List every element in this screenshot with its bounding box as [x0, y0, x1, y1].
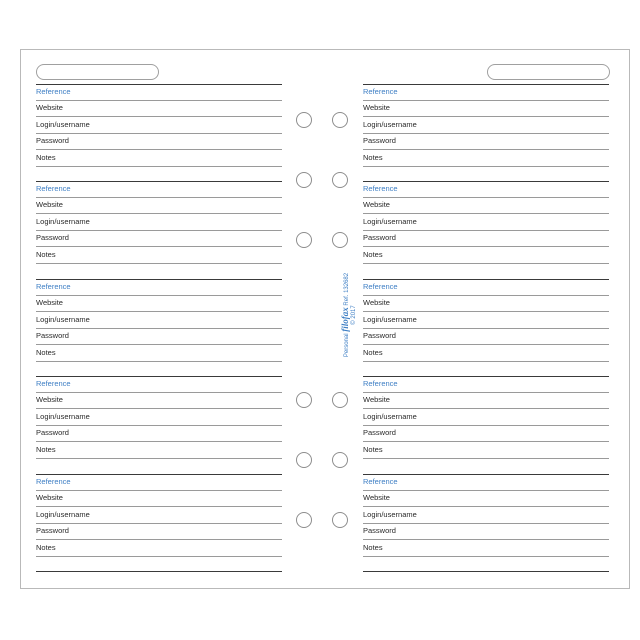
notes-write-line: [363, 361, 609, 362]
binder-hole: [296, 452, 312, 468]
notes-write-line: [36, 556, 282, 557]
website-write-line: [363, 506, 609, 507]
website-label: Website: [36, 298, 63, 308]
password-write-line: [36, 344, 282, 345]
login-username-write-line: [36, 328, 282, 329]
reference-label: Reference: [36, 87, 71, 96]
notes-label: Notes: [36, 444, 56, 454]
password-label: Password: [36, 331, 69, 341]
binder-hole: [296, 172, 312, 188]
reference-write-line: [36, 295, 282, 296]
entry-top-rule: [363, 181, 609, 182]
notes-label: Notes: [36, 152, 56, 162]
login-username-write-line: [36, 133, 282, 134]
login-username-write-line: [363, 425, 609, 426]
entry-top-rule: [36, 84, 282, 85]
notes-label: Notes: [363, 444, 383, 454]
login-username-label: Login/username: [36, 314, 90, 324]
login-username-write-line: [36, 523, 282, 524]
website-label: Website: [363, 200, 390, 210]
reference-write-line: [36, 100, 282, 101]
binder-hole: [296, 232, 312, 248]
reference-label: Reference: [36, 379, 71, 388]
website-label: Website: [36, 493, 63, 503]
entry-top-rule: [363, 376, 609, 377]
reference-write-line: [36, 392, 282, 393]
binder-hole: [332, 392, 348, 408]
copyright: © 2017: [351, 305, 357, 325]
notes-write-line: [36, 166, 282, 167]
page-bottom-rule: [363, 571, 609, 572]
login-username-label: Login/username: [363, 509, 417, 519]
entry-top-rule: [36, 376, 282, 377]
reference-write-line: [36, 197, 282, 198]
size-label: Personal: [344, 333, 350, 358]
reference-label: Reference: [363, 282, 398, 291]
website-write-line: [363, 311, 609, 312]
password-write-line: [36, 149, 282, 150]
entry-top-rule: [36, 474, 282, 475]
binder-hole: [332, 172, 348, 188]
login-username-label: Login/username: [363, 216, 417, 226]
notes-write-line: [36, 361, 282, 362]
binder-hole: [332, 452, 348, 468]
login-username-label: Login/username: [36, 509, 90, 519]
password-label: Password: [363, 233, 396, 243]
login-username-write-line: [363, 328, 609, 329]
entry-top-rule: [363, 474, 609, 475]
binder-hole: [296, 112, 312, 128]
login-username-label: Login/username: [363, 314, 417, 324]
reference-label: Reference: [363, 87, 398, 96]
password-write-line: [36, 441, 282, 442]
login-username-write-line: [36, 230, 282, 231]
notes-write-line: [36, 458, 282, 459]
login-username-write-line: [363, 230, 609, 231]
password-label: Password: [36, 526, 69, 536]
entry-top-rule: [363, 84, 609, 85]
website-write-line: [363, 213, 609, 214]
notes-label: Notes: [363, 249, 383, 259]
notes-write-line: [363, 263, 609, 264]
password-write-line: [363, 344, 609, 345]
password-write-line: [36, 246, 282, 247]
website-write-line: [36, 116, 282, 117]
website-write-line: [36, 506, 282, 507]
reference-label: Reference: [36, 477, 71, 486]
notes-write-line: [363, 166, 609, 167]
reference-write-line: [363, 100, 609, 101]
login-username-write-line: [363, 133, 609, 134]
reference-label: Reference: [363, 477, 398, 486]
binder-hole: [296, 392, 312, 408]
notes-label: Notes: [36, 347, 56, 357]
login-username-write-line: [36, 425, 282, 426]
notes-write-line: [36, 263, 282, 264]
password-write-line: [363, 149, 609, 150]
website-label: Website: [36, 200, 63, 210]
website-label: Website: [363, 298, 390, 308]
reference-write-line: [363, 392, 609, 393]
entry-top-rule: [36, 181, 282, 182]
website-write-line: [36, 408, 282, 409]
reference-label: Reference: [363, 379, 398, 388]
binder-hole: [332, 512, 348, 528]
password-label: Password: [363, 526, 396, 536]
reference-write-line: [363, 197, 609, 198]
website-write-line: [363, 408, 609, 409]
notes-label: Notes: [363, 152, 383, 162]
organizer-page: [20, 49, 630, 589]
website-label: Website: [363, 103, 390, 113]
website-write-line: [36, 213, 282, 214]
brand-imprint: [342, 273, 358, 357]
binder-hole: [296, 512, 312, 528]
password-write-line: [36, 539, 282, 540]
password-label: Password: [363, 428, 396, 438]
login-username-label: Login/username: [363, 119, 417, 129]
entry-top-rule: [363, 279, 609, 280]
index-tab-left: [36, 64, 159, 80]
notes-write-line: [363, 458, 609, 459]
notes-label: Notes: [36, 249, 56, 259]
password-label: Password: [363, 136, 396, 146]
notes-label: Notes: [363, 347, 383, 357]
login-username-label: Login/username: [363, 411, 417, 421]
brand-logo: filofax: [340, 307, 350, 332]
login-username-write-line: [363, 523, 609, 524]
website-write-line: [36, 311, 282, 312]
website-label: Website: [363, 395, 390, 405]
password-write-line: [363, 539, 609, 540]
password-label: Password: [36, 428, 69, 438]
website-label: Website: [363, 493, 390, 503]
binder-hole: [332, 232, 348, 248]
login-username-label: Login/username: [36, 216, 90, 226]
reference-write-line: [363, 490, 609, 491]
reference-label: Reference: [363, 184, 398, 193]
ref-number: Ref. 132682: [344, 272, 350, 306]
notes-write-line: [363, 556, 609, 557]
entry-top-rule: [36, 279, 282, 280]
password-label: Password: [363, 331, 396, 341]
password-write-line: [363, 246, 609, 247]
login-username-label: Login/username: [36, 119, 90, 129]
notes-label: Notes: [363, 542, 383, 552]
password-label: Password: [36, 233, 69, 243]
website-write-line: [363, 116, 609, 117]
login-username-label: Login/username: [36, 411, 90, 421]
page-bottom-rule: [36, 571, 282, 572]
index-tab-right: [487, 64, 610, 80]
reference-label: Reference: [36, 282, 71, 291]
website-label: Website: [36, 395, 63, 405]
binder-hole: [332, 112, 348, 128]
website-label: Website: [36, 103, 63, 113]
password-write-line: [363, 441, 609, 442]
password-label: Password: [36, 136, 69, 146]
reference-write-line: [363, 295, 609, 296]
reference-write-line: [36, 490, 282, 491]
reference-label: Reference: [36, 184, 71, 193]
notes-label: Notes: [36, 542, 56, 552]
